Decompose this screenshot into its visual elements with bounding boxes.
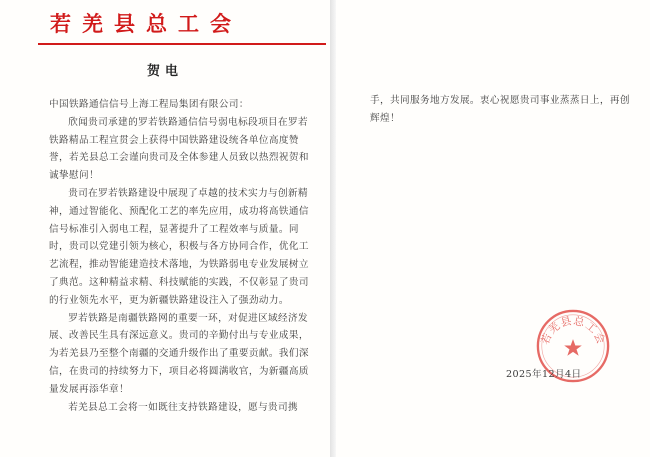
letterhead-title: 若羌县总工会	[50, 11, 242, 36]
letter-date: 2025年12月4日	[506, 369, 582, 380]
paragraph-3: 罗若铁路是南疆铁路网的重要一环，对促进区域经济发展、改善民生具有深远意义。贵司的辛勤付出与专业成果，为若羌县乃至整个南疆的交通升级作出了重要贡献。我们深信，在贵司的持续努力下，项目必将圆满收官，为新疆高质量发展再添华章！	[49, 312, 309, 395]
continuation-text: 手，共同服务地方发展。衷心祝愿贵司事业蒸蒸日上，再创辉煌！	[370, 95, 630, 124]
letterhead-red-rule	[38, 43, 326, 45]
letter-continuation	[370, 92, 630, 128]
seal-text: 若羌县总工会	[538, 314, 608, 347]
document-title: 贺电	[146, 64, 183, 79]
paragraph-4: 若羌县总工会将一如既往支持铁路建设，愿与贵司携	[68, 401, 299, 413]
paragraph-2: 贵司在罗若铁路建设中展现了卓越的技术实力与创新精神，通过智能化、预配化工艺的率先应用，成功将高铁通信信号标准引入弱电工程，显著提升了工程效率与质量。同时，贵司以党建引领为核心，积极与各方协同合作，优化工艺流程，推动智能建造技术落地，为铁路弱电专业发展树立了典范。这种精益求精、科技赋能的实践，不仅彰显了贵司的行业领先水平，更为新疆铁路建设注入了强劲动力。	[49, 187, 309, 306]
letter-body	[49, 96, 314, 416]
salutation: 中国铁路通信信号上海工程局集团有限公司：	[49, 99, 249, 110]
paragraph-1: 欣闻贵司承建的罗若铁路通信信号弱电标段项目在罗若铁路精品工程宣贯会上获得中国铁路建设统各单位高度赞誉，若羌县总工会谨向贵司及全体参建人员致以热烈祝贺和诚挚慰问！	[49, 116, 309, 182]
letter-page-right	[336, 0, 650, 457]
